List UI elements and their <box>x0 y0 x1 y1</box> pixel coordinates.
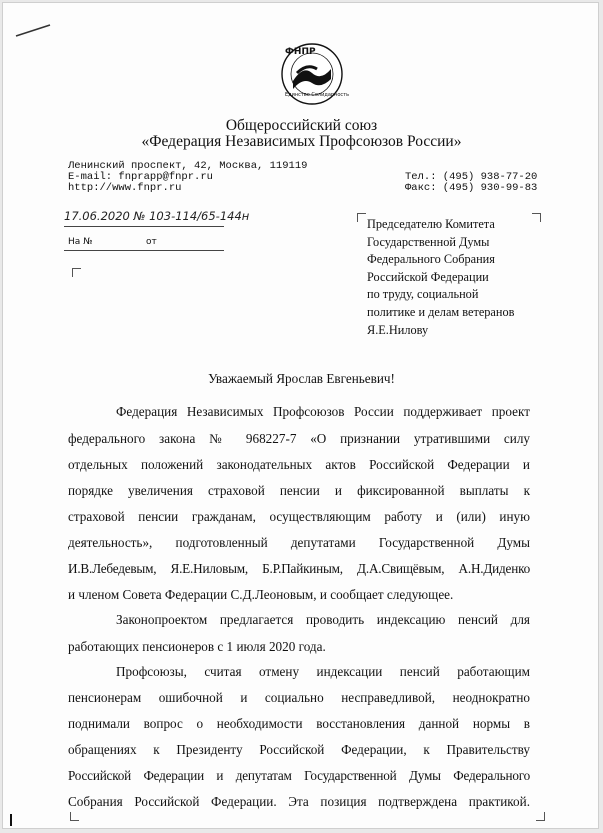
pen-stroke-mark <box>14 22 54 38</box>
body-line: Профсоюзы, считая отмену индексации пенсий работающим <box>116 664 530 679</box>
addressee-block <box>367 216 567 322</box>
body-line: деятельность», подготовленный депутатами Государственной Думы <box>68 535 530 550</box>
addressee-line: по труду, социальной <box>367 287 479 302</box>
body-line: федерального закона № 968227-7 «О признании утратившими силу <box>68 431 530 446</box>
logo-ring-text: Единство Солидарность <box>285 92 350 98</box>
addressee-name: Я.Е.Нилову <box>367 323 429 337</box>
addressee-line: Председателю Комитета <box>367 217 495 231</box>
body-line: отдельных положений законодательных актов Российской Федерации и <box>68 457 530 472</box>
org-name-line1: Общероссийский союз <box>225 117 378 134</box>
body-line: порядке увеличения страховой пенсии и фиксированной выплаты к <box>68 483 530 498</box>
org-phone: Тел.: (495) 938-77-20 <box>405 171 538 183</box>
from-label: от <box>146 237 157 247</box>
body-line: поднимали вопрос о необходимости восстановления данной нормы в <box>68 716 530 731</box>
body-line: Собрания Российской Федерации. Эта позиция подтверждена практикой. <box>68 794 530 809</box>
salutation: Уважаемый Ярослав Евгеньевич! <box>208 371 395 386</box>
reply-to-label: На № <box>68 237 93 247</box>
addressee-line: Российской Федерации <box>367 269 489 284</box>
bottom-left-corner <box>70 812 79 821</box>
body-line: И.В.Лебедевым, Я.Е.Ниловым, Б.Р.Пайкиным, Д.А.Свищёвым, А.Н.Диденко <box>68 561 530 576</box>
margin-corner-mark <box>72 268 81 277</box>
bottom-right-corner <box>536 812 545 821</box>
org-email: E-mail: fnprapp@fnpr.ru <box>68 171 213 183</box>
addressee-line: политике и делам ветеранов <box>367 304 515 319</box>
body-line: Российской Федерации и депутатам Государственной Думы Федерального <box>68 768 530 783</box>
org-website: http://www.fnpr.ru <box>68 182 182 194</box>
body-line: Федерация Независимых Профсоюзов России поддерживает проект <box>116 404 530 419</box>
scan-edge-mark <box>10 814 12 826</box>
addressee-line: Федерального Собрания <box>367 252 495 267</box>
body-line: обращениях к Президенту Российской Федерации, к Правительству <box>68 742 530 757</box>
body-line: и членом Совета Федерации С.Д.Леоновым, и сообщает следующее. <box>68 587 454 602</box>
logo-text: ФНПР <box>285 47 316 57</box>
org-address: Ленинский проспект, 42, Москва, 119119 <box>68 160 308 172</box>
org-name-line2: «Федерация Независимых Профсоюзов России» <box>141 133 462 150</box>
registration-number: 17.06.2020 № 103-114/65-144н <box>64 209 250 223</box>
body-line: пенсионерам ошибочной и социально несправедливой, неоднократно <box>68 690 530 705</box>
addressee-line: Государственной Думы <box>367 234 490 249</box>
org-fax: Факс: (495) 930-99-83 <box>405 182 538 194</box>
addressee-corner-left <box>357 213 366 222</box>
body-line: страховой пенсии гражданам, осуществляющим работу и (или) иную <box>68 509 530 524</box>
reply-underline <box>64 250 224 251</box>
registration-underline <box>64 226 224 227</box>
body-line: Законопроектом предлагается проводить индексацию пенсий для <box>116 612 530 627</box>
body-line: работающих пенсионеров с 1 июля 2020 года. <box>68 639 326 654</box>
